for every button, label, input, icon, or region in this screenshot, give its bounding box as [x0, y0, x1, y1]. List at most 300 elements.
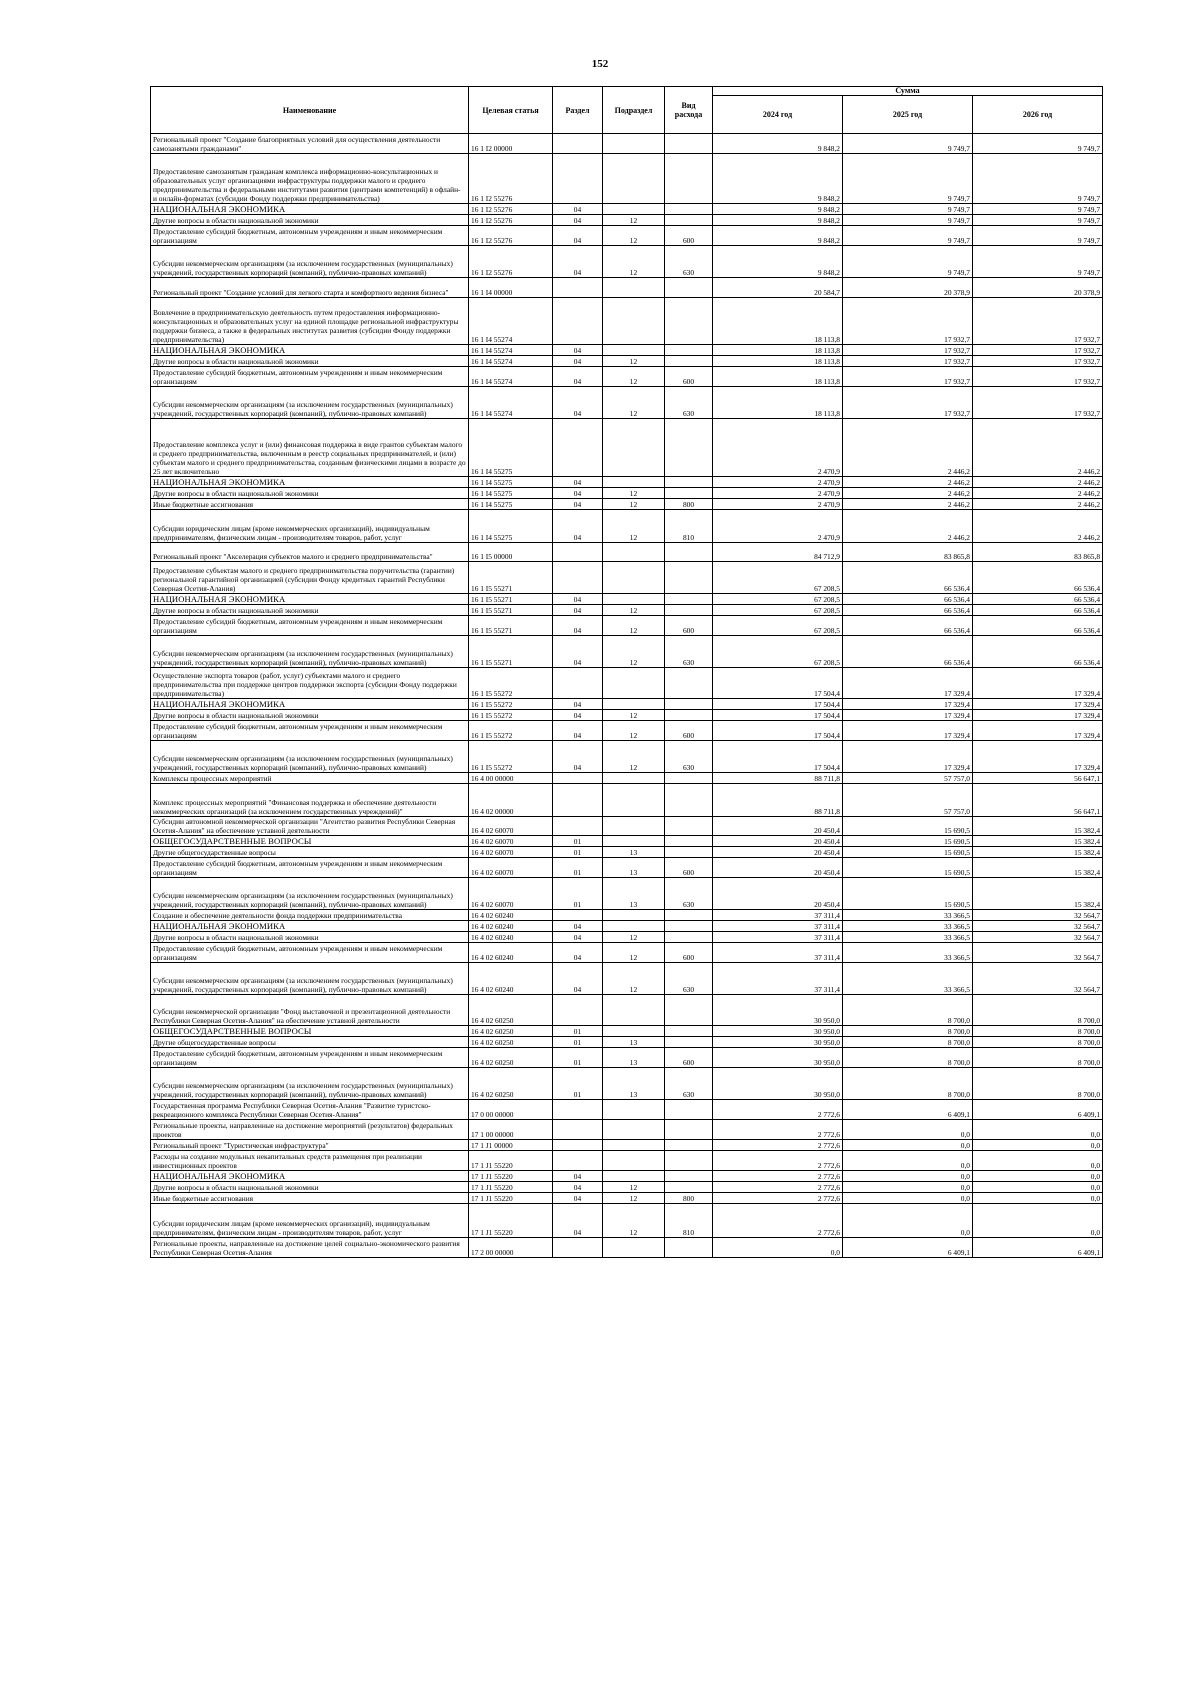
row-expense-type: [665, 134, 713, 154]
row-section: 04: [553, 387, 603, 419]
row-expense-type: 630: [665, 741, 713, 773]
row-amount-2026: 32 564,7: [973, 943, 1103, 963]
row-amount-2024: 2 772,6: [713, 1193, 843, 1204]
row-amount-2025: 66 536,4: [843, 562, 973, 594]
row-amount-2024: 30 950,0: [713, 1048, 843, 1068]
row-amount-2024: 2 772,6: [713, 1120, 843, 1140]
row-target-code: 16 1 I5 55272: [469, 699, 553, 710]
table-row: [151, 154, 1103, 204]
row-amount-2026: 8 700,0: [973, 995, 1103, 1026]
row-target-code: 16 4 02 60240: [469, 921, 553, 932]
row-subsection: 12: [603, 932, 665, 943]
row-name: НАЦИОНАЛЬНАЯ ЭКОНОМИКА: [151, 204, 469, 215]
row-target-code: 16 4 02 60250: [469, 1048, 553, 1068]
row-target-code: 16 1 I4 55274: [469, 345, 553, 356]
row-section: [553, 134, 603, 154]
row-subsection: 12: [603, 741, 665, 773]
table-row: [151, 847, 1103, 858]
row-amount-2025: 66 536,4: [843, 636, 973, 668]
row-amount-2025: 15 690,5: [843, 858, 973, 878]
row-section: [553, 817, 603, 836]
row-amount-2024: 20 450,4: [713, 858, 843, 878]
row-amount-2025: 0,0: [843, 1120, 973, 1140]
row-amount-2025: 8 700,0: [843, 1026, 973, 1037]
row-amount-2024: 30 950,0: [713, 1026, 843, 1037]
row-target-code: 16 1 I5 55271: [469, 616, 553, 636]
row-expense-type: 630: [665, 878, 713, 910]
row-target-code: 16 1 I5 55272: [469, 668, 553, 699]
row-amount-2025: 15 690,5: [843, 847, 973, 858]
row-expense-type: [665, 1171, 713, 1182]
row-amount-2024: 9 848,2: [713, 154, 843, 204]
row-expense-type: 810: [665, 510, 713, 543]
row-subsection: [603, 995, 665, 1026]
row-amount-2026: 17 932,7: [973, 387, 1103, 419]
row-name: Другие вопросы в области национальной экономики: [151, 932, 469, 943]
row-name: Региональные проекты, направленные на достижение целей социально-экономического развития Республики Северная Осетия-Алания: [151, 1238, 469, 1258]
table-row: [151, 616, 1103, 636]
row-amount-2025: 17 329,4: [843, 721, 973, 741]
row-expense-type: [665, 1238, 713, 1258]
row-amount-2025: 0,0: [843, 1171, 973, 1182]
table-row: [151, 278, 1103, 298]
row-expense-type: [665, 817, 713, 836]
row-name: ОБЩЕГОСУДАРСТВЕННЫЕ ВОПРОСЫ: [151, 1026, 469, 1037]
row-amount-2024: 30 950,0: [713, 995, 843, 1026]
row-amount-2025: 17 932,7: [843, 298, 973, 345]
table-row: [151, 419, 1103, 477]
row-name: Предоставление субсидий бюджетным, автономным учреждениям и иным некоммерческим организациям: [151, 226, 469, 246]
row-name: Субсидии некоммерческим организациям (за исключением государственных (муниципальных) учреждений, государственных корпораций (компаний), публично-правовых компаний): [151, 878, 469, 910]
row-amount-2026: 0,0: [973, 1151, 1103, 1171]
row-expense-type: 600: [665, 858, 713, 878]
row-amount-2025: 66 536,4: [843, 605, 973, 616]
row-expense-type: 630: [665, 963, 713, 995]
row-target-code: 17 1 J1 00000: [469, 1140, 553, 1151]
row-amount-2024: 37 311,4: [713, 932, 843, 943]
row-name: Другие общегосударственные вопросы: [151, 847, 469, 858]
row-name: Субсидии юридическим лицам (кроме некоммерческих организаций), индивидуальным предпринимателям, физическим лицам - производителям товаров, работ, услуг: [151, 510, 469, 543]
row-section: 04: [553, 636, 603, 668]
row-amount-2025: 0,0: [843, 1140, 973, 1151]
row-subsection: 13: [603, 1037, 665, 1048]
row-amount-2024: 9 848,2: [713, 215, 843, 226]
row-amount-2025: 15 690,5: [843, 878, 973, 910]
row-amount-2024: 9 848,2: [713, 246, 843, 278]
row-target-code: 16 4 02 60070: [469, 836, 553, 847]
row-subsection: [603, 1120, 665, 1140]
row-amount-2024: 67 208,5: [713, 636, 843, 668]
row-amount-2024: 37 311,4: [713, 943, 843, 963]
row-amount-2026: 0,0: [973, 1182, 1103, 1193]
row-name: Субсидии некоммерческим организациям (за исключением государственных (муниципальных) учреждений, государственных корпораций (компаний), публично-правовых компаний): [151, 963, 469, 995]
row-amount-2025: 0,0: [843, 1193, 973, 1204]
row-amount-2024: 67 208,5: [713, 562, 843, 594]
row-amount-2025: 17 329,4: [843, 710, 973, 721]
row-expense-type: [665, 836, 713, 847]
row-target-code: 16 1 I4 55274: [469, 367, 553, 387]
table-row: [151, 741, 1103, 773]
row-amount-2025: 9 749,7: [843, 215, 973, 226]
row-amount-2025: 57 757,0: [843, 773, 973, 784]
row-amount-2026: 6 409,1: [973, 1238, 1103, 1258]
row-target-code: 16 1 I2 55276: [469, 246, 553, 278]
row-target-code: 16 4 00 00000: [469, 773, 553, 784]
row-section: 04: [553, 488, 603, 499]
row-section: 04: [553, 963, 603, 995]
row-amount-2026: 6 409,1: [973, 1100, 1103, 1120]
row-amount-2025: 57 757,0: [843, 784, 973, 817]
row-amount-2026: 0,0: [973, 1120, 1103, 1140]
row-section: 01: [553, 836, 603, 847]
row-name: Субсидии автономной некоммерческой организации "Агентство развития Республики Северная Осетия-Алания" на обеспечение уставной деятельности: [151, 817, 469, 836]
row-name: Предоставление субъектам малого и среднего предпринимательства поручительства (гарантии) региональной гарантийной организацией (субсидии Фонду кредитных гарантий Республики Северная Осетия-Алания): [151, 562, 469, 594]
row-section: 01: [553, 1037, 603, 1048]
row-section: [553, 668, 603, 699]
row-subsection: 12: [603, 1182, 665, 1193]
table-row: [151, 668, 1103, 699]
row-expense-type: [665, 562, 713, 594]
row-section: [553, 543, 603, 562]
table-body: [151, 134, 1103, 1258]
table-row: [151, 134, 1103, 154]
row-subsection: 12: [603, 510, 665, 543]
row-name: Расходы на создание модульных некапитальных средств размещения при реализации инвестиционных проектов: [151, 1151, 469, 1171]
row-subsection: 13: [603, 847, 665, 858]
table-row: [151, 477, 1103, 488]
row-amount-2026: 8 700,0: [973, 1048, 1103, 1068]
row-section: 04: [553, 356, 603, 367]
row-name: НАЦИОНАЛЬНАЯ ЭКОНОМИКА: [151, 921, 469, 932]
row-target-code: 17 1 J1 55220: [469, 1204, 553, 1238]
row-amount-2026: 9 749,7: [973, 215, 1103, 226]
row-section: [553, 562, 603, 594]
row-amount-2024: 9 848,2: [713, 134, 843, 154]
table-row: [151, 995, 1103, 1026]
row-amount-2025: 0,0: [843, 1151, 973, 1171]
row-subsection: 12: [603, 367, 665, 387]
row-amount-2025: 9 749,7: [843, 154, 973, 204]
row-expense-type: 600: [665, 1048, 713, 1068]
row-name: Предоставление субсидий бюджетным, автономным учреждениям и иным некоммерческим организациям: [151, 943, 469, 963]
row-name: Другие вопросы в области национальной экономики: [151, 215, 469, 226]
row-amount-2026: 56 647,1: [973, 784, 1103, 817]
table-row: [151, 858, 1103, 878]
row-amount-2025: 9 749,7: [843, 226, 973, 246]
row-amount-2026: 0,0: [973, 1204, 1103, 1238]
row-amount-2026: 2 446,2: [973, 499, 1103, 510]
row-amount-2024: 20 450,4: [713, 847, 843, 858]
table-row: [151, 1100, 1103, 1120]
row-target-code: 16 1 I5 55271: [469, 594, 553, 605]
row-subsection: [603, 784, 665, 817]
row-amount-2026: 66 536,4: [973, 562, 1103, 594]
row-name: Региональный проект "Акселерация субъектов малого и среднего предпринимательства": [151, 543, 469, 562]
row-expense-type: [665, 921, 713, 932]
row-name: Субсидии некоммерческим организациям (за исключением государственных (муниципальных) учреждений, государственных корпораций (компаний), публично-правовых компаний): [151, 636, 469, 668]
row-section: 04: [553, 499, 603, 510]
row-subsection: [603, 562, 665, 594]
row-section: 04: [553, 710, 603, 721]
row-target-code: 16 4 02 60250: [469, 1037, 553, 1048]
row-subsection: [603, 134, 665, 154]
row-subsection: [603, 419, 665, 477]
row-expense-type: [665, 699, 713, 710]
row-name: Другие вопросы в области национальной экономики: [151, 710, 469, 721]
row-name: Комплексы процессных мероприятий: [151, 773, 469, 784]
table-row: [151, 510, 1103, 543]
row-amount-2025: 2 446,2: [843, 488, 973, 499]
table-row: [151, 1182, 1103, 1193]
row-subsection: 12: [603, 215, 665, 226]
row-target-code: 17 1 J1 55220: [469, 1171, 553, 1182]
row-name: Региональные проекты, направленные на достижение мероприятий (результатов) федеральных проектов: [151, 1120, 469, 1140]
row-target-code: 16 1 I4 55275: [469, 477, 553, 488]
row-expense-type: 800: [665, 1193, 713, 1204]
table-row: [151, 1048, 1103, 1068]
row-target-code: 17 1 J1 55220: [469, 1193, 553, 1204]
row-amount-2024: 17 504,4: [713, 699, 843, 710]
row-target-code: 17 1 J1 55220: [469, 1182, 553, 1193]
row-subsection: 12: [603, 246, 665, 278]
row-amount-2026: 9 749,7: [973, 226, 1103, 246]
row-subsection: 12: [603, 499, 665, 510]
row-expense-type: [665, 1026, 713, 1037]
row-amount-2026: 9 749,7: [973, 134, 1103, 154]
row-amount-2026: 15 382,4: [973, 817, 1103, 836]
table-row: [151, 836, 1103, 847]
row-subsection: [603, 921, 665, 932]
row-name: Субсидии некоммерческой организации "Фонд выставочной и презентационной деятельности Республики Северная Осетия-Алания" на обеспечение уставной деятельности: [151, 995, 469, 1026]
row-amount-2026: 20 378,9: [973, 278, 1103, 298]
row-amount-2025: 20 378,9: [843, 278, 973, 298]
table-row: [151, 878, 1103, 910]
row-amount-2024: 2 772,6: [713, 1140, 843, 1151]
row-section: 04: [553, 605, 603, 616]
row-amount-2025: 9 749,7: [843, 134, 973, 154]
row-section: 04: [553, 699, 603, 710]
row-name: Государственная программа Республики Северная Осетия-Алания "Развитие туристско-рекреационного комплекса Республики Северная Осетия-Алания": [151, 1100, 469, 1120]
row-expense-type: 630: [665, 246, 713, 278]
col-header-target: Целевая статья: [469, 87, 553, 134]
row-subsection: 12: [603, 636, 665, 668]
row-target-code: 17 2 00 00000: [469, 1238, 553, 1258]
row-subsection: 12: [603, 721, 665, 741]
row-expense-type: 600: [665, 616, 713, 636]
table-row: [151, 1204, 1103, 1238]
row-subsection: [603, 773, 665, 784]
row-section: [553, 1151, 603, 1171]
row-amount-2025: 33 366,5: [843, 932, 973, 943]
row-amount-2024: 20 450,4: [713, 836, 843, 847]
table-row: [151, 1026, 1103, 1037]
col-header-section: Раздел: [553, 87, 603, 134]
row-name: НАЦИОНАЛЬНАЯ ЭКОНОМИКА: [151, 477, 469, 488]
table-row: [151, 721, 1103, 741]
row-amount-2025: 17 329,4: [843, 699, 973, 710]
table-row: [151, 910, 1103, 921]
row-amount-2025: 9 749,7: [843, 204, 973, 215]
row-target-code: 16 1 I2 55276: [469, 204, 553, 215]
row-expense-type: [665, 154, 713, 204]
row-amount-2026: 56 647,1: [973, 773, 1103, 784]
table-row: [151, 1238, 1103, 1258]
row-name: НАЦИОНАЛЬНАЯ ЭКОНОМИКА: [151, 345, 469, 356]
row-amount-2025: 6 409,1: [843, 1238, 973, 1258]
row-subsection: 12: [603, 943, 665, 963]
row-target-code: 16 1 I2 55276: [469, 215, 553, 226]
row-amount-2026: 2 446,2: [973, 419, 1103, 477]
table-row: [151, 784, 1103, 817]
row-amount-2024: 17 504,4: [713, 741, 843, 773]
row-amount-2024: 2 772,6: [713, 1182, 843, 1193]
row-target-code: 16 1 I4 55275: [469, 510, 553, 543]
row-target-code: 16 4 02 00000: [469, 784, 553, 817]
col-header-subsection: Подраздел: [603, 87, 665, 134]
row-section: 04: [553, 1193, 603, 1204]
row-section: 04: [553, 921, 603, 932]
row-amount-2026: 17 329,4: [973, 721, 1103, 741]
row-amount-2025: 83 865,8: [843, 543, 973, 562]
row-amount-2024: 9 848,2: [713, 226, 843, 246]
row-target-code: 17 0 00 00000: [469, 1100, 553, 1120]
row-section: 01: [553, 878, 603, 910]
row-subsection: 13: [603, 1048, 665, 1068]
table-row: [151, 699, 1103, 710]
row-section: 01: [553, 1068, 603, 1100]
table-row: [151, 562, 1103, 594]
row-target-code: 16 1 I5 55272: [469, 741, 553, 773]
row-name: Предоставление субсидий бюджетным, автономным учреждениям и иным некоммерческим организациям: [151, 1048, 469, 1068]
row-section: 04: [553, 1204, 603, 1238]
row-amount-2024: 88 711,8: [713, 784, 843, 817]
row-subsection: 12: [603, 1204, 665, 1238]
row-amount-2026: 2 446,2: [973, 510, 1103, 543]
row-target-code: 16 4 02 60250: [469, 995, 553, 1026]
table-row: [151, 1037, 1103, 1048]
row-section: [553, 1238, 603, 1258]
row-amount-2025: 8 700,0: [843, 995, 973, 1026]
row-expense-type: [665, 710, 713, 721]
table-row: [151, 605, 1103, 616]
row-expense-type: [665, 215, 713, 226]
row-amount-2026: 66 536,4: [973, 616, 1103, 636]
row-target-code: 16 4 02 60070: [469, 878, 553, 910]
row-amount-2025: 0,0: [843, 1204, 973, 1238]
row-amount-2026: 15 382,4: [973, 836, 1103, 847]
row-expense-type: [665, 419, 713, 477]
col-header-2024: 2024 год: [713, 96, 843, 134]
row-amount-2025: 15 690,5: [843, 836, 973, 847]
row-amount-2026: 17 932,7: [973, 298, 1103, 345]
row-amount-2024: 67 208,5: [713, 594, 843, 605]
row-target-code: 16 4 02 60240: [469, 943, 553, 963]
row-name: НАЦИОНАЛЬНАЯ ЭКОНОМИКА: [151, 699, 469, 710]
row-section: 04: [553, 204, 603, 215]
row-section: 04: [553, 616, 603, 636]
table-row: [151, 204, 1103, 215]
row-name: НАЦИОНАЛЬНАЯ ЭКОНОМИКА: [151, 594, 469, 605]
row-name: Региональный проект "Создание условий для легкого старта и комфортного ведения бизнеса": [151, 278, 469, 298]
row-expense-type: [665, 204, 713, 215]
col-header-sum: Сумма: [713, 87, 1103, 96]
row-expense-type: [665, 1182, 713, 1193]
row-subsection: [603, 594, 665, 605]
row-amount-2024: 37 311,4: [713, 921, 843, 932]
row-target-code: 17 1 J1 55220: [469, 1151, 553, 1171]
row-target-code: 16 1 I4 55275: [469, 488, 553, 499]
row-amount-2026: 8 700,0: [973, 1026, 1103, 1037]
row-subsection: 12: [603, 387, 665, 419]
row-name: Предоставление комплекса услуг и (или) финансовая поддержка в виде грантов субъектам малого и среднего предпринимательства, включенным в реестр социальных предпринимателей, и (или) субъектам малого и среднего предпринимательства, созданным физическими лицами в возрасте до 25 лет включительно: [151, 419, 469, 477]
row-name: НАЦИОНАЛЬНАЯ ЭКОНОМИКА: [151, 1171, 469, 1182]
row-name: Предоставление самозанятым гражданам комплекса информационно-консультационных и образовательных услуг организациями инфраструктуры поддержки малого и среднего предпринимательства и федеральными институтами развития (центрами компетенций) в офлайн- и онлайн-форматах (субсидии Фонду поддержки предпринимательства): [151, 154, 469, 204]
row-target-code: 16 1 I4 00000: [469, 278, 553, 298]
row-amount-2025: 9 749,7: [843, 246, 973, 278]
row-subsection: [603, 1151, 665, 1171]
row-expense-type: [665, 668, 713, 699]
row-target-code: 16 1 I4 55275: [469, 419, 553, 477]
row-expense-type: [665, 488, 713, 499]
row-expense-type: 600: [665, 226, 713, 246]
row-amount-2025: 8 700,0: [843, 1037, 973, 1048]
row-amount-2024: 2 470,9: [713, 510, 843, 543]
row-amount-2026: 0,0: [973, 1140, 1103, 1151]
row-amount-2026: 32 564,7: [973, 910, 1103, 921]
row-section: 04: [553, 226, 603, 246]
row-expense-type: [665, 847, 713, 858]
row-amount-2025: 17 932,7: [843, 387, 973, 419]
table-row: [151, 356, 1103, 367]
row-target-code: 16 4 02 60240: [469, 932, 553, 943]
row-name: Осуществление экспорта товаров (работ, услуг) субъектами малого и среднего предпринимательства при поддержке центров поддержки экспорта (субсидии Фонду поддержки предпринимательства): [151, 668, 469, 699]
table-row: [151, 246, 1103, 278]
row-expense-type: [665, 605, 713, 616]
row-target-code: 16 1 I5 55271: [469, 562, 553, 594]
row-section: 04: [553, 345, 603, 356]
row-expense-type: [665, 1140, 713, 1151]
row-amount-2025: 33 366,5: [843, 963, 973, 995]
row-amount-2025: 33 366,5: [843, 921, 973, 932]
row-amount-2024: 17 504,4: [713, 668, 843, 699]
row-amount-2025: 17 932,7: [843, 367, 973, 387]
table-row: [151, 1171, 1103, 1182]
row-amount-2024: 2 772,6: [713, 1151, 843, 1171]
row-amount-2024: 20 584,7: [713, 278, 843, 298]
row-amount-2026: 17 329,4: [973, 699, 1103, 710]
row-name: Другие вопросы в области национальной экономики: [151, 488, 469, 499]
row-amount-2026: 9 749,7: [973, 246, 1103, 278]
row-name: Иные бюджетные ассигнования: [151, 1193, 469, 1204]
row-amount-2026: 9 749,7: [973, 154, 1103, 204]
row-name: Комплекс процессных мероприятий "Финансовая поддержка и обеспечение деятельности некоммерческих организаций (за исключением государственных учреждений)": [151, 784, 469, 817]
row-subsection: 12: [603, 605, 665, 616]
header-row-top: [151, 87, 1103, 96]
row-section: [553, 419, 603, 477]
table-row: [151, 488, 1103, 499]
row-name: Субсидии некоммерческим организациям (за исключением государственных (муниципальных) учреждений, государственных корпораций (компаний), публично-правовых компаний): [151, 1068, 469, 1100]
row-name: Вовлечение в предпринимательскую деятельность путем предоставления информационно-консультационных и образовательных услуг на единой площадке региональной инфраструктуры поддержки бизнеса, а также в федеральных институтах развития (субсидии Фонду поддержки предпринимательства): [151, 298, 469, 345]
row-amount-2024: 17 504,4: [713, 721, 843, 741]
table-row: [151, 817, 1103, 836]
row-expense-type: 630: [665, 1068, 713, 1100]
table-row: [151, 594, 1103, 605]
row-section: 01: [553, 847, 603, 858]
row-subsection: 12: [603, 963, 665, 995]
row-subsection: [603, 699, 665, 710]
table-row: [151, 921, 1103, 932]
row-section: 01: [553, 1026, 603, 1037]
